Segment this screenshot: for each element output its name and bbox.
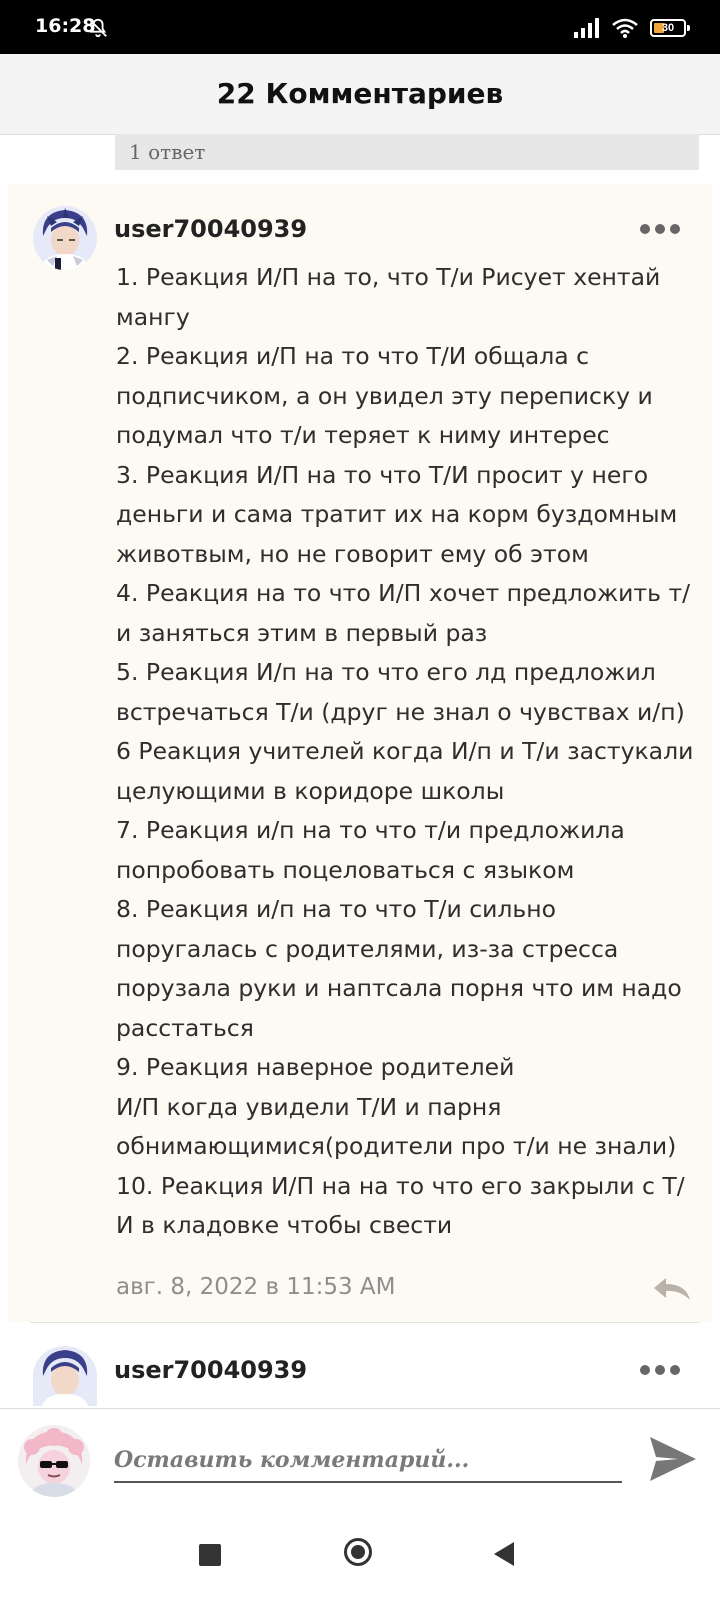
header	[0, 54, 720, 135]
home-button[interactable]	[344, 1538, 372, 1566]
bell-off-icon	[87, 17, 109, 39]
avatar[interactable]	[33, 206, 97, 270]
replies-count-label: 1 ответ	[129, 140, 206, 164]
send-icon[interactable]	[648, 1435, 698, 1483]
avatar-image	[33, 206, 97, 270]
battery-level: 30	[661, 22, 675, 34]
more-icon[interactable]	[640, 224, 680, 234]
comment-line: 4. Реакция на то что И/П хочет предложить т/и заняться этим в первый раз	[116, 579, 691, 647]
comment-input-bar	[0, 1408, 720, 1515]
wifi-icon	[612, 18, 638, 38]
comment-line: 5. Реакция И/п на то что его лд предложил встречаться Т/и (друг не знал о чувствах и/п)	[116, 658, 685, 726]
avatar-image	[33, 1346, 97, 1406]
comment-line: 3. Реакция И/П на то что Т/И просит у него деньги и сама тратит их на корм буздомным животвым, но не говорит ему об этом	[116, 460, 678, 568]
comment-line: 9. Реакция наверное родителей	[116, 1053, 515, 1081]
divider	[30, 1322, 700, 1323]
comment-line: 6 Реакция учителей когда И/п и Т/и застукали целующими в коридоре школы	[116, 737, 694, 805]
comment-line: 7. Реакция и/п на то что т/и предложила попробовать поцеловаться с языком	[116, 816, 625, 884]
more-icon[interactable]	[640, 1365, 680, 1375]
signal-icon	[574, 18, 600, 38]
comment-username[interactable]: user70040939	[114, 215, 308, 243]
reply-icon[interactable]	[652, 1276, 692, 1302]
replies-toggle[interactable]	[115, 134, 699, 170]
comment-line: 2. Реакция и/П на то что Т/И общала с подписчиком, а он увидел эту переписку и подумал что т/и теряет к ниму интерес	[116, 342, 653, 449]
recents-button[interactable]	[199, 1544, 221, 1566]
comment-username[interactable]: user70040939	[114, 1356, 308, 1384]
comment-date: авг. 8, 2022 в 11:53 AM	[116, 1274, 396, 1300]
status-time: 16:28	[35, 15, 96, 37]
avatar[interactable]	[33, 1346, 97, 1406]
battery-icon	[650, 19, 686, 37]
status-bar	[0, 0, 720, 54]
comment-line: 1. Реакция И/П на то, что Т/и Рисует хентай мангу	[116, 263, 661, 331]
my-avatar[interactable]	[18, 1425, 90, 1497]
avatar-image	[18, 1425, 90, 1497]
comment-line: 8. Реакция и/п на то что Т/и сильно поругалась с родителями, из-за стресса порузала руки и наптсала порня что им надо расстаться	[116, 895, 682, 1042]
comment-line: И/П когда увидели Т/И и парня обнимающимися(родители про т/и не знали)	[116, 1092, 677, 1160]
page-title: 22 Комментариев	[216, 77, 504, 110]
back-button[interactable]	[494, 1542, 514, 1566]
comment-text	[116, 258, 696, 1246]
status-icons	[574, 16, 686, 40]
comment-line: 10. Реакция И/П на на то что его закрыли с Т/И в кладовке чтобы свести	[116, 1171, 685, 1239]
comment-input[interactable]	[114, 1439, 622, 1483]
system-nav-bar	[0, 1514, 720, 1600]
